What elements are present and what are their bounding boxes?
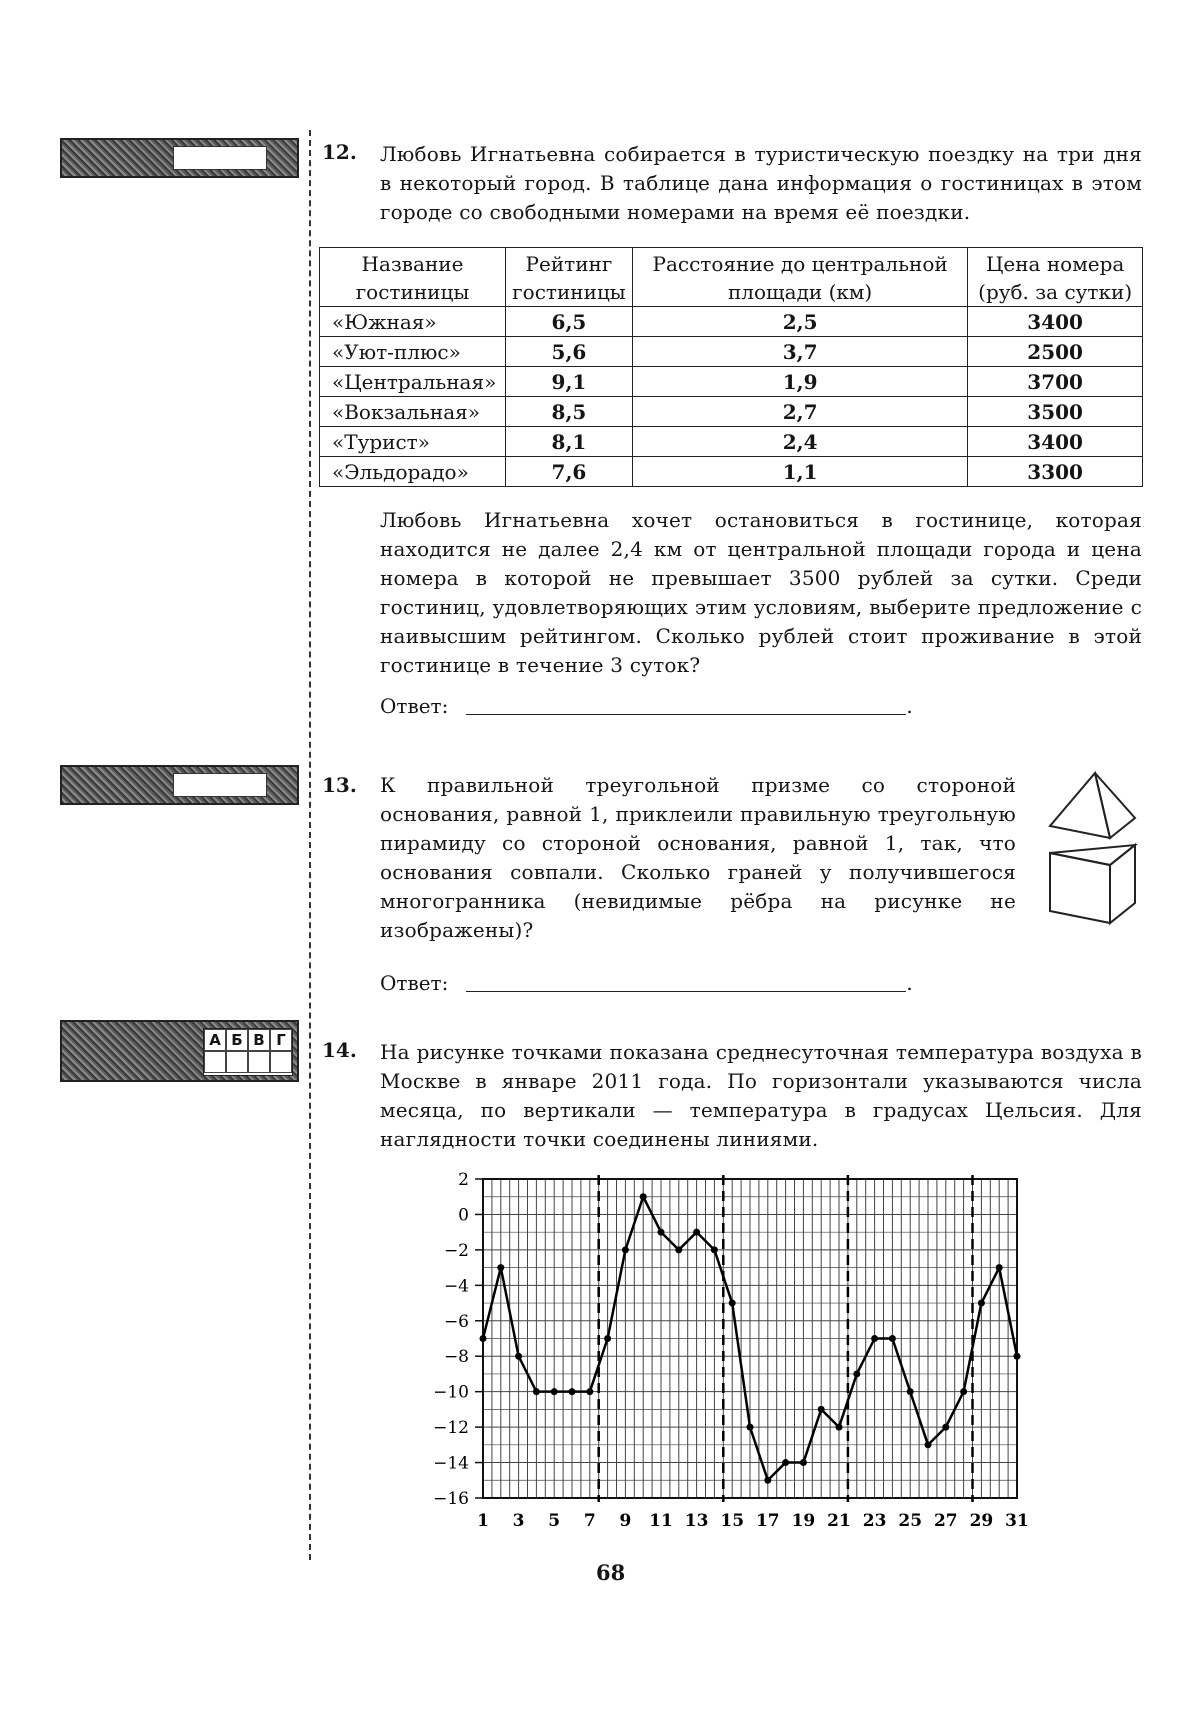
x-tick-label: 3 <box>512 1511 525 1531</box>
header-name: Название гостиницы <box>320 248 506 307</box>
data-point <box>764 1477 771 1484</box>
answer-label: Ответ: <box>380 694 449 718</box>
answer-label: Ответ: <box>380 971 449 995</box>
header-distance: Расстояние до центральной площади (км) <box>632 248 967 307</box>
y-tick-label: −6 <box>443 1311 469 1332</box>
hotel-distance: 3,7 <box>632 337 967 367</box>
hotel-distance: 2,5 <box>632 307 967 337</box>
hotel-distance: 1,9 <box>632 367 967 397</box>
problem-13-number: 13. <box>322 773 357 797</box>
hotel-rating: 9,1 <box>505 367 632 397</box>
y-tick-label: −2 <box>443 1240 469 1261</box>
hotel-price: 3400 <box>968 427 1143 457</box>
header-rating: Рейтинг гостиницы <box>505 248 632 307</box>
abcd-letter: В <box>248 1029 270 1051</box>
hotel-name: «Вокзальная» <box>320 397 506 427</box>
x-tick-label: 17 <box>755 1511 780 1531</box>
hotel-name: «Турист» <box>320 427 506 457</box>
data-point <box>622 1246 629 1253</box>
answer-row-12: Ответ: . <box>380 694 913 718</box>
data-point <box>533 1388 540 1395</box>
data-point <box>1014 1353 1021 1360</box>
data-point <box>960 1388 967 1395</box>
data-point <box>889 1335 896 1342</box>
x-tick-label: 11 <box>649 1511 673 1531</box>
hotel-price: 3700 <box>968 367 1143 397</box>
x-tick-label: 15 <box>720 1511 745 1531</box>
abcd-letter: Г <box>270 1029 292 1051</box>
x-tick-label: 19 <box>791 1511 816 1531</box>
hotel-price: 3400 <box>968 307 1143 337</box>
x-tick-label: 1 <box>477 1511 489 1531</box>
data-point <box>729 1300 736 1307</box>
data-point <box>907 1388 914 1395</box>
data-point <box>693 1229 700 1236</box>
data-point <box>978 1300 985 1307</box>
problem-13-text: К правильной треугольной призме со стороной основания, равной 1, приклеили правильную треугольную пирамиду со стороной основания, равной 1, так, что основания совпали. Сколько граней у получившегося многогранника (невидимые рёбра на рисунке не изображены)? <box>380 773 1016 942</box>
y-tick-label: −8 <box>443 1347 469 1368</box>
x-tick-label: 25 <box>898 1511 923 1531</box>
hotel-distance: 2,4 <box>632 427 967 457</box>
problem-14-number: 14. <box>322 1038 357 1062</box>
y-tick-label: 2 <box>458 1170 469 1190</box>
y-tick-label: −4 <box>443 1276 469 1297</box>
problem-14-text: На рисунке точками показана среднесуточная температура воздуха в Москве в январе 2011 года. По горизонтали указываются числа месяца, по вертикали — температура в градусах Цельсия. Для наглядности точки соединены линиями. <box>380 1040 1142 1151</box>
x-tick-label: 5 <box>548 1511 561 1531</box>
data-point <box>782 1459 789 1466</box>
data-point <box>942 1424 949 1431</box>
y-tick-label: −12 <box>433 1418 469 1439</box>
answer-row-13: Ответ: . <box>380 971 913 995</box>
x-tick-label: 21 <box>827 1511 851 1531</box>
problem-12-text: Любовь Игнатьевна хочет остановиться в гостинице, которая находится не далее 2,4 км от центральной площади города и цена номера в которой не превышает 3500 рублей за сутки. Среди гостиниц, удовлетворяющих этим условиям, выберите предложение с наивысшим рейтингом. Сколько рублей стоит проживание в этой гостинице в течение 3 суток? <box>380 508 1142 677</box>
x-tick-label: 7 <box>583 1511 596 1531</box>
data-point <box>836 1424 843 1431</box>
data-point <box>497 1264 504 1271</box>
hotel-price: 3300 <box>968 457 1143 487</box>
x-tick-label: 9 <box>619 1511 632 1531</box>
hotel-rating: 8,1 <box>505 427 632 457</box>
data-point <box>604 1335 611 1342</box>
hotel-rating: 7,6 <box>505 457 632 487</box>
x-tick-label: 23 <box>862 1511 887 1531</box>
x-tick-label: 13 <box>684 1511 709 1531</box>
data-point <box>640 1193 647 1200</box>
data-point <box>711 1246 718 1253</box>
problem-12-intro: Любовь Игнатьевна собирается в туристическую поездку на три дня в некоторый город. В таблице дана информация о гостиницах в этом городе со свободными номерами на время её поездки. <box>380 142 1142 224</box>
data-point <box>658 1229 665 1236</box>
hotel-name: «Эльдорадо» <box>320 457 506 487</box>
data-point <box>569 1388 576 1395</box>
hotel-name: «Южная» <box>320 307 506 337</box>
problem-12-number: 12. <box>322 140 357 164</box>
data-point <box>480 1335 487 1342</box>
abcd-letter: Б <box>226 1029 248 1051</box>
hotel-rating: 5,6 <box>505 337 632 367</box>
x-tick-label: 29 <box>969 1511 994 1531</box>
data-point <box>996 1264 1003 1271</box>
x-tick-label: 31 <box>1005 1511 1029 1531</box>
abcd-letter: А <box>204 1029 226 1051</box>
hotel-rating: 6,5 <box>505 307 632 337</box>
hotel-distance: 2,7 <box>632 397 967 427</box>
header-price: Цена номера (руб. за сутки) <box>968 248 1143 307</box>
hotel-distance: 1,1 <box>632 457 967 487</box>
data-point <box>800 1459 807 1466</box>
page-number: 68 <box>596 1560 626 1585</box>
data-point <box>853 1370 860 1377</box>
y-tick-label: 0 <box>458 1205 469 1226</box>
data-point <box>818 1406 825 1413</box>
data-point <box>586 1388 593 1395</box>
data-point <box>925 1441 932 1448</box>
hotel-rating: 8,5 <box>505 397 632 427</box>
data-point <box>675 1246 682 1253</box>
hotel-price: 2500 <box>968 337 1143 367</box>
y-tick-label: −10 <box>433 1382 469 1403</box>
data-point <box>515 1353 522 1360</box>
data-point <box>551 1388 558 1395</box>
data-point <box>747 1424 754 1431</box>
x-tick-label: 27 <box>933 1511 958 1531</box>
y-tick-label: −16 <box>433 1489 469 1509</box>
data-point <box>871 1335 878 1342</box>
hotel-price: 3500 <box>968 397 1143 427</box>
hotel-name: «Центральная» <box>320 367 506 397</box>
y-tick-label: −14 <box>433 1453 469 1474</box>
hotel-name: «Уют-плюс» <box>320 337 506 367</box>
